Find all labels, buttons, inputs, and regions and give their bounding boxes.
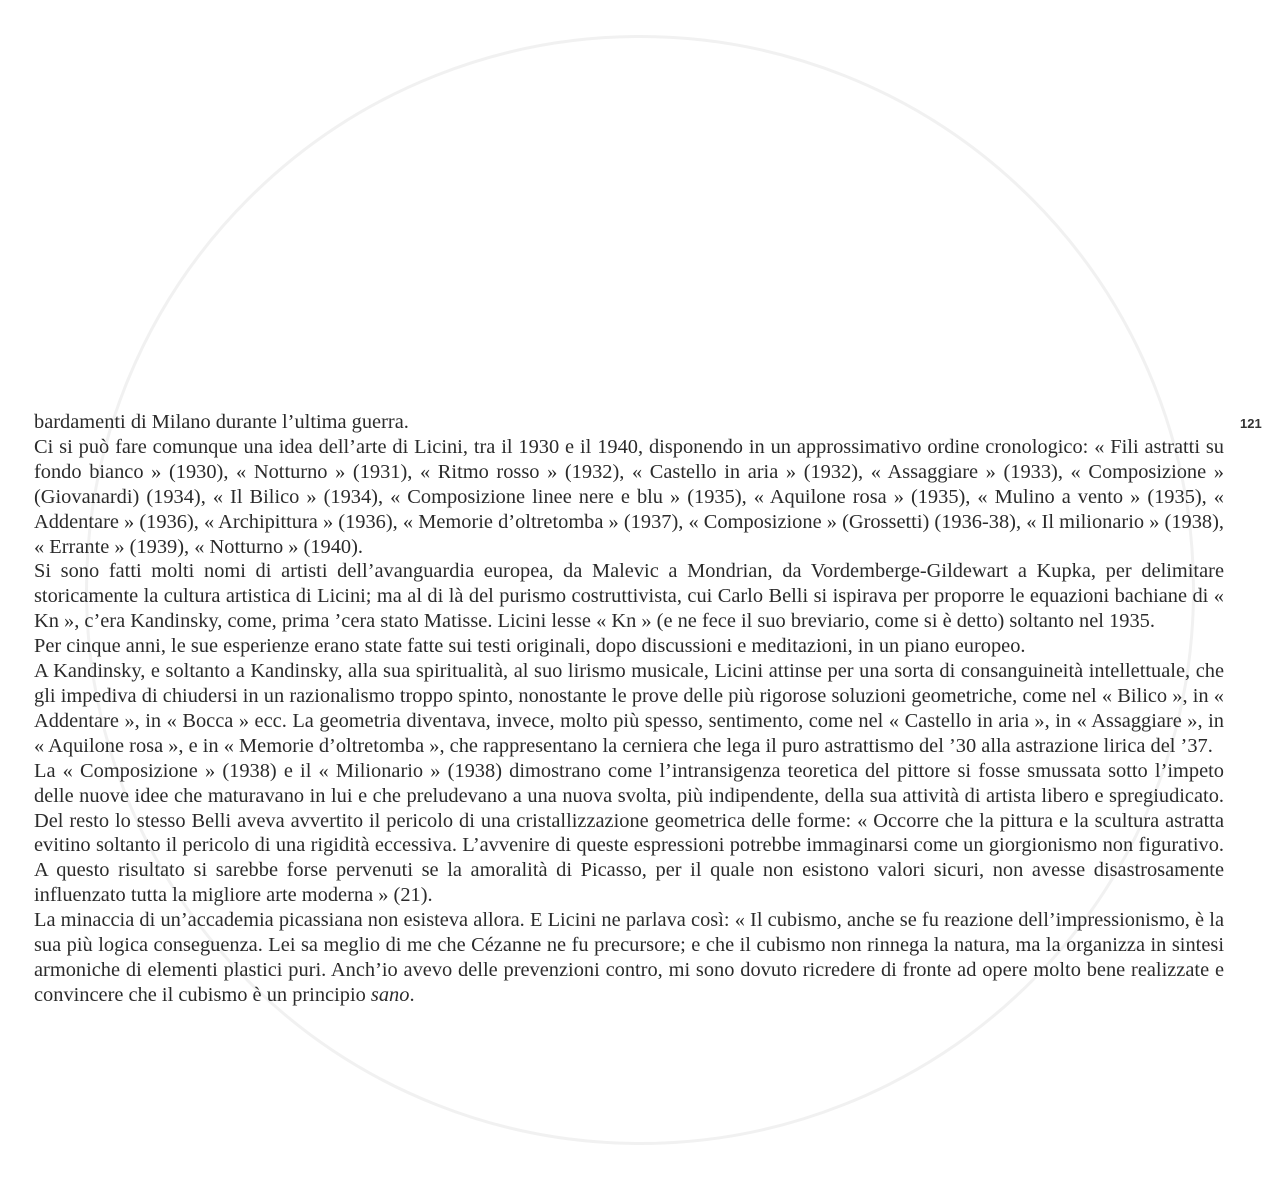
paragraph-7 — [34, 908, 1224, 1008]
paragraph-7-text: La minaccia di un’accademia picassiana non esisteva allora. E Licini ne parlava così: « Il cubismo, anche se fu reazione dell’impressionismo, è la sua più logica conseguenza. Lei sa meglio di me che Cézanne ne fu precursore; e che il cubismo non rinnega la natura, ma la organizza in sintesi armoniche di elementi plastici puri. Anch’io avevo delle prevenzioni contro, mi sono dovuto ricredere di fronte ad opere molto bene realizzate e convincere che il cubismo è un principio — [34, 909, 1224, 1006]
paragraph-2: Ci si può fare comunque una idea dell’arte di Licini, tra il 1930 e il 1940, disponendo in un approssimativo ordine cronologico: « Fili astratti su fondo bianco » (1930), « Notturno » (1931), « Ritmo rosso » (1932), « Castello in aria » (1932), « Assaggiare » (1933), « Composizione » (Giovanardi) (1934), « Il Bilico » (1934), « Composizione linee nere e blu » (1935), « Aquilone rosa » (1935), « Mulino a vento » (1935), « Addentare » (1936), « Archipittura » (1936), « Memorie d’oltretomba » (1937), « Composizione » (Grossetti) (1936-38), « Il milionario » (1938), « Errante » (1939), « Notturno » (1940). — [34, 435, 1224, 558]
paragraph-5: A Kandinsky, e soltanto a Kandinsky, alla sua spiritualità, al suo lirismo musicale, Licini attinse per una sorta di consanguineità intellettuale, che gli impediva di chiudersi in un razionalismo troppo spinto, nonostante le prove delle più rigorose soluzioni geometriche, come nel « Bilico », in « Addentare », in « Bocca » ecc. La geometria diventava, invece, molto più spesso, sentimento, come nel « Castello in aria », in « Assaggiare », in « Aquilone rosa », e in « Memorie d’oltretomba », che rappresentano la cerniera che lega il puro astrattismo del ’30 alla astrazione lirica del ’37. — [34, 660, 1224, 757]
paragraph-1: bardamenti di Milano durante l’ultima guerra. — [34, 411, 409, 433]
body-text — [34, 410, 1224, 1008]
emphasis-sano: sano — [370, 983, 410, 1006]
page-number: 121 — [1240, 416, 1262, 431]
paragraph-4: Per cinque anni, le sue esperienze erano state fatte sui testi originali, dopo discussioni e meditazioni, in un piano europeo. — [34, 635, 1026, 658]
paragraph-3: Si sono fatti molti nomi di artisti dell’avanguardia europea, da Malevic a Mondrian, da Vordemberge-Gildewart a Kupka, per delimitare storicamente la cultura artistica di Licini; ma al di là del purismo costruttivista, cui Carlo Belli si ispirava per proporre le equazioni bachiane di « Kn », c’era Kandinsky, come, prima ’cera stato Matisse. Licini lesse « Kn » (e ne fece il suo breviario, come si è detto) soltanto nel 1935. — [34, 560, 1224, 633]
paragraph-7-tail: . — [409, 983, 415, 1006]
paragraph-6: La « Composizione » (1938) e il « Milionario » (1938) dimostrano come l’intransigenza teoretica del pittore si fosse smussata sotto l’impeto delle nuove idee che maturavano in lui e che preludevano a una nuova svolta, più indipendente, della sua attività di artista libero e spregiudicato. Del resto lo stesso Belli aveva avvertito il pericolo di una cristallizzazione geometrica delle forme: « Occorre che la pittura e la scultura astratta evitino soltanto il pericolo di una rigidità eccessiva. L’avvenire di queste espressioni potrebbe immaginarsi come un giorgionismo non figurativo. A questo risultato si sarebbe forse pervenuti se la amoralità di Picasso, per il quale non esistono valori sicuri, non avesse disastrosamente influenzato tutta la migliore arte moderna » (21). — [34, 759, 1224, 907]
